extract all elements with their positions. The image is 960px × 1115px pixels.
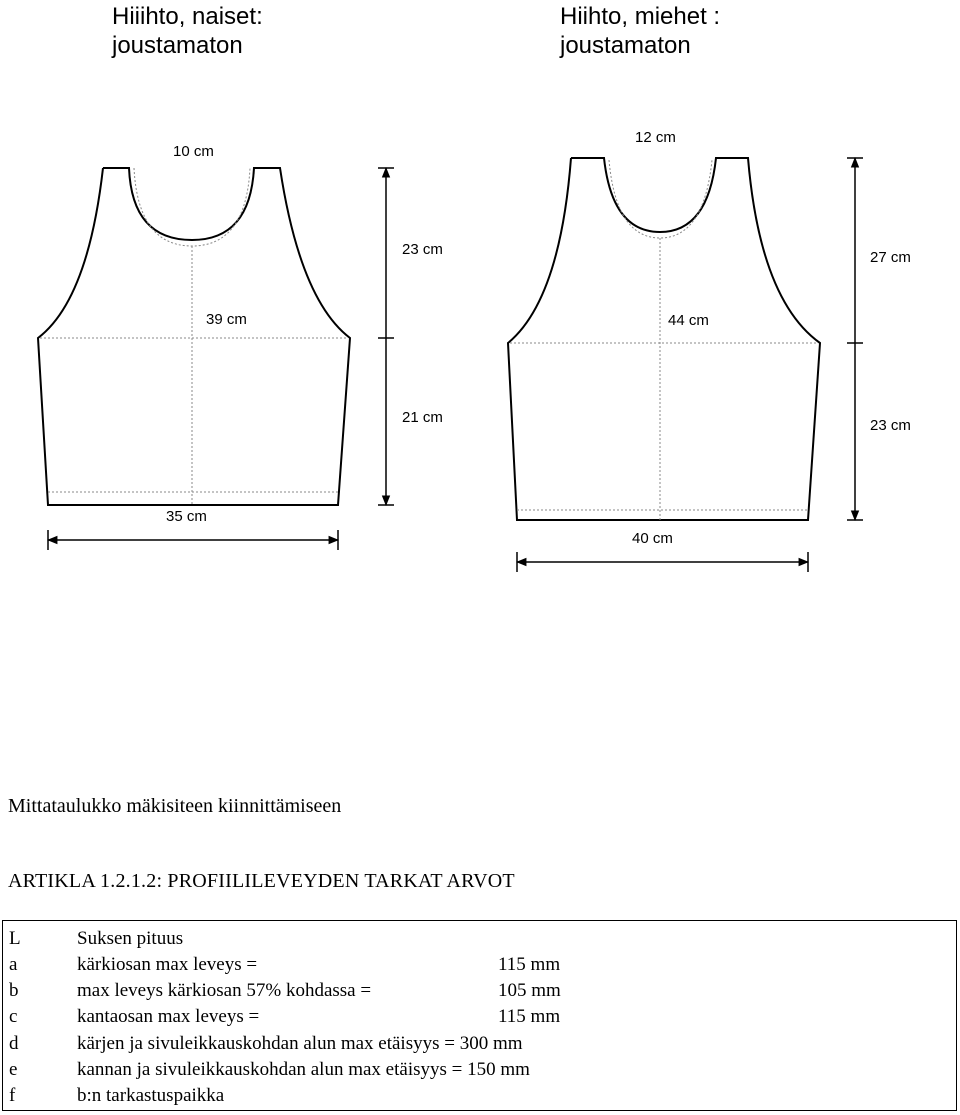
spec-description: b:n tarkastuspaikka — [77, 1085, 225, 1106]
spec-description: kärkiosan max leveys = — [77, 954, 258, 975]
women-heading-line1: Hiiihto, naiset: — [112, 3, 263, 30]
spec-value: 115 mm — [498, 954, 561, 975]
women-neck-label: 10 cm — [173, 143, 214, 160]
men-heading-line2: joustamaton — [560, 32, 691, 59]
spec-description: Suksen pituus — [77, 928, 184, 949]
women-garment-outline — [38, 168, 350, 505]
women-chest-label: 39 cm — [206, 311, 247, 328]
spec-code: f — [9, 1085, 16, 1106]
women-hem-label: 35 cm — [166, 508, 207, 525]
women-garment — [38, 168, 350, 505]
women-lower-height-label: 21 cm — [402, 409, 443, 426]
men-garment-outline — [508, 158, 820, 520]
spec-description: kantaosan max leveys = — [77, 1006, 260, 1027]
spec-code: L — [9, 928, 21, 949]
men-garment — [508, 158, 820, 520]
spec-description: kärjen ja sivuleikkauskohdan alun max etäisyys = 300 mm — [77, 1033, 523, 1054]
spec-description: kannan ja sivuleikkauskohdan alun max etäisyys = 150 mm — [77, 1059, 530, 1080]
men-upper-height-label: 27 cm — [870, 249, 911, 266]
men-garment-inner-edge — [609, 160, 712, 238]
women-upper-height-label: 23 cm — [402, 241, 443, 258]
men-chest-label: 44 cm — [668, 312, 709, 329]
spec-value: 105 mm — [498, 980, 561, 1001]
men-lower-height-label: 23 cm — [870, 417, 911, 434]
spec-code: b — [9, 980, 19, 1001]
spec-code: d — [9, 1033, 19, 1054]
men-heading-line1: Hiihto, miehet : — [560, 3, 721, 30]
article-heading: ARTIKLA 1.2.1.2: PROFIILILEVEYDEN TARKAT ARVOT — [8, 870, 515, 892]
profile-width-spec-table — [2, 920, 957, 1111]
women-heading-line2: joustamaton — [112, 32, 243, 59]
spec-value: 115 mm — [498, 1006, 561, 1027]
women-dimension-lines — [48, 168, 394, 550]
women-garment-inner-edge — [134, 168, 250, 246]
men-neck-label: 12 cm — [635, 129, 676, 146]
men-hem-label: 40 cm — [632, 530, 673, 547]
spec-description: max leveys kärkiosan 57% kohdassa = — [77, 980, 372, 1001]
spec-code: e — [9, 1059, 18, 1080]
spec-code: a — [9, 954, 18, 975]
measurement-table-caption: Mittataulukko mäkisiteen kiinnittämiseen — [8, 795, 342, 817]
spec-code: c — [9, 1006, 18, 1027]
